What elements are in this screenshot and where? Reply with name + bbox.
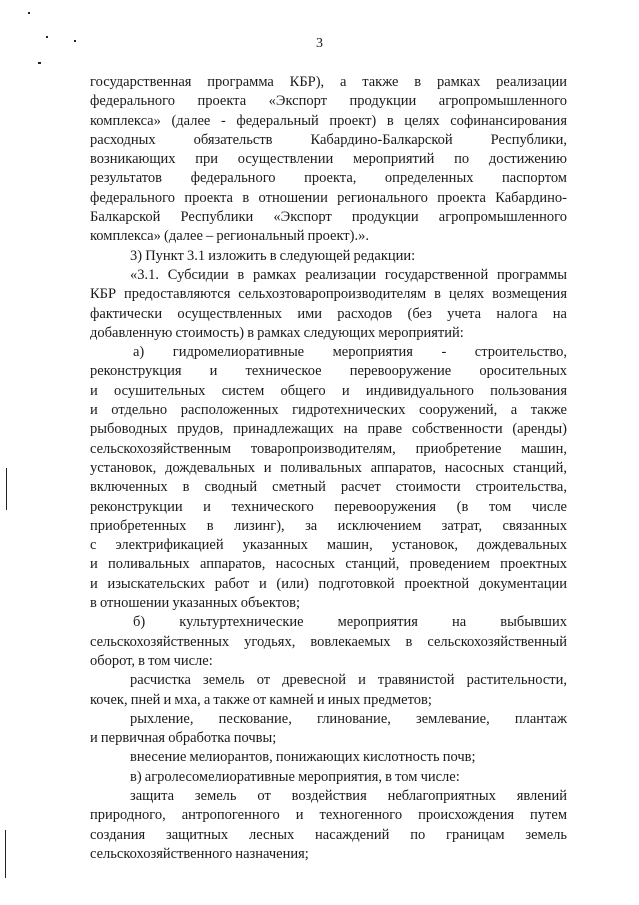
text-line: и отдельно расположенных гидротехнических сооружений, а также [90, 402, 567, 419]
scan-mark [6, 468, 7, 510]
text-line: федерального проекта в отношении регионального проекта Кабардино- [90, 189, 567, 206]
scan-mark [46, 36, 48, 38]
text-line: кочек, пней и мха, а также от камней и иных предметов; [90, 691, 432, 708]
text-line: в) агролесомелиоративные мероприятия, в том числе: [130, 768, 460, 785]
text-line: сельскохозяйственных угодьях, вовлекаемых в сельскохозяйственный [90, 633, 567, 650]
text-line: и изыскательских работ и (или) подготовкой проектной документации [90, 575, 567, 592]
text-line: б) культуртехнические мероприятия на выбывших [133, 614, 567, 631]
text-line: возникающих при осуществлении мероприятий по достижению [90, 151, 567, 168]
text-line: и осушительных систем общего и индивидуального пользования [90, 382, 567, 399]
text-line: в отношении указанных объектов; [90, 595, 301, 612]
text-line: с электрификацией указанных машин, установок, дождевальных [90, 537, 567, 554]
text-line: фактически осуществленных ими расходов (без учета налога на [90, 305, 567, 322]
text-line: результатов федерального проекта, определенных паспортом [90, 170, 567, 187]
text-line: федерального проекта «Экспорт продукции агропромышленного [90, 93, 567, 110]
document-body [90, 73, 567, 864]
text-line: добавленную стоимость) в рамках следующих мероприятий: [90, 324, 464, 341]
text-line: расчистка земель от древесной и травянистой растительности, [130, 672, 567, 689]
text-line: природного, антропогенного и техногенного происхождения путем [90, 807, 567, 824]
text-line: 3) Пункт 3.1 изложить в следующей редакции: [130, 247, 416, 264]
text-line: а) гидромелиоративные мероприятия - строительство, [133, 344, 567, 361]
text-line: расходных обязательств Кабардино-Балкарской Республики, [90, 131, 567, 148]
text-line: рыбоводных прудов, принадлежащих на праве собственности (аренды) [90, 421, 567, 438]
text-line: комплекса» (далее - федеральный проект) в целях софинансирования [90, 112, 567, 129]
scan-mark [28, 12, 30, 14]
text-line: включенных в сводный сметный расчет стоимости строительства, [90, 479, 567, 496]
text-line: сельскохозяйственным товаропроизводителям, приобретение машин, [90, 440, 567, 457]
text-line: реконструкция и техническое перевооружение оросительных [90, 363, 567, 380]
text-line: рыхление, пескование, глинование, землевание, плантаж [130, 710, 567, 727]
text-line: государственная программа КБР), а также в рамках реализации [90, 74, 567, 90]
page-number: 3 [316, 36, 323, 51]
text-line: КБР предоставляются сельхозтоваропроизводителям в целях возмещения [90, 286, 567, 303]
text-line: оборот, в том числе: [90, 652, 213, 669]
text-line: и первичная обработка почвы; [90, 730, 277, 747]
text-line: установок, дождевальных и поливальных аппаратов, насосных станций, [90, 459, 567, 476]
text-line: сельскохозяйственного назначения; [90, 845, 309, 862]
text-line: приобретенных в лизинг), за исключением затрат, связанных [90, 517, 567, 534]
scan-mark [74, 40, 76, 42]
text-line: комплекса» (далее – региональный проект).». [90, 228, 369, 245]
text-line: защита земель от воздействия неблагоприятных явлений [130, 787, 567, 804]
text-line: реконструкции и технического перевооружения (в том числе [90, 498, 567, 515]
text-line: и поливальных аппаратов, насосных станций, проведением проектных [90, 556, 567, 573]
text-line: Балкарской Республики «Экспорт продукции агропромышленного [90, 209, 567, 226]
text-line: создания защитных лесных насаждений по границам земель [90, 826, 567, 843]
text-line: «3.1. Субсидии в рамках реализации государственной программы [130, 266, 567, 283]
scan-mark [38, 62, 41, 64]
scan-mark [5, 830, 6, 878]
text-line: внесение мелиорантов, понижающих кислотность почв; [130, 749, 476, 766]
